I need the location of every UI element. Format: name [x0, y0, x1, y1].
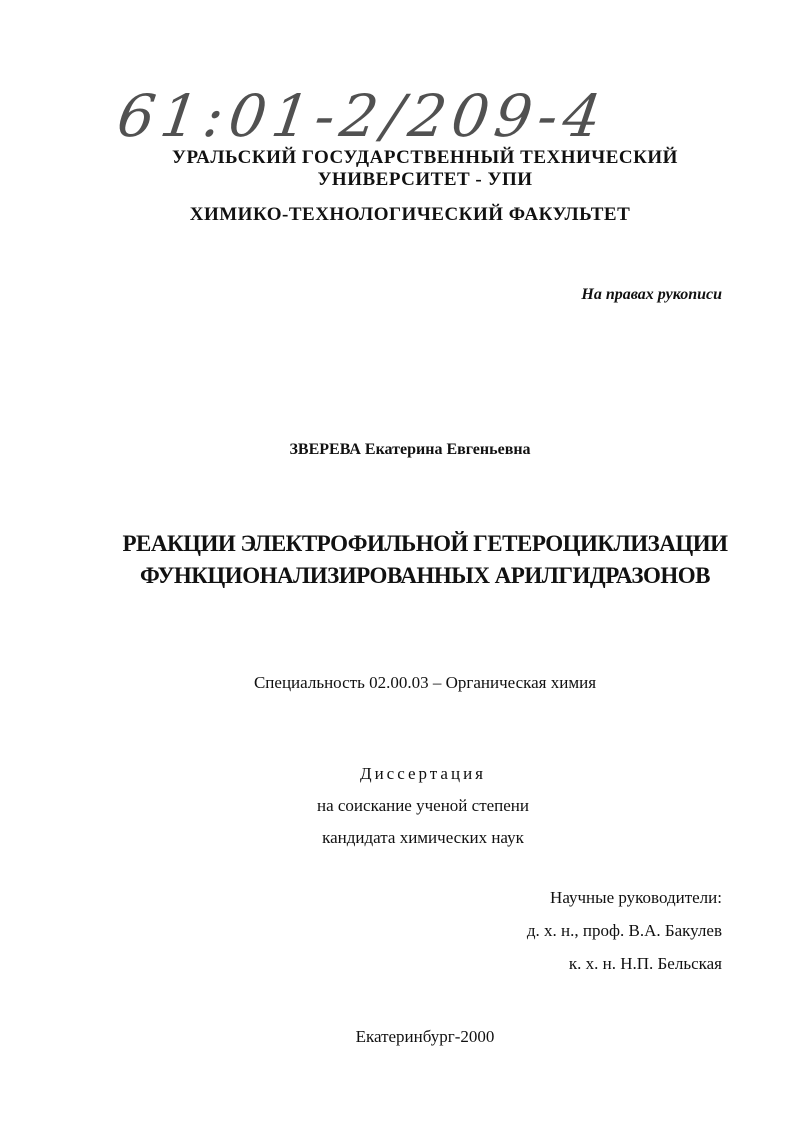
supervisors-label: Научные руководители: [550, 888, 722, 907]
handwritten-archive-code: 61:01-2/209-4 [113, 82, 612, 150]
supervisor-2: к. х. н. Н.П. Бельская [568, 954, 722, 973]
degree-line2: кандидата химических наук [322, 828, 524, 847]
thesis-title-line1: РЕАКЦИИ ЭЛЕКТРОФИЛЬНОЙ ГЕТЕРОЦИКЛИЗАЦИИ [122, 531, 728, 556]
thesis-title-line2: ФУНКЦИОНАЛИЗИРОВАННЫХ АРИЛГИДРАЗОНОВ [139, 563, 711, 588]
university-name-line1: УРАЛЬСКИЙ ГОСУДАРСТВЕННЫЙ ТЕХНИЧЕСКИЙ [172, 147, 678, 168]
specialty: Специальность 02.00.03 – Органическая химия [253, 673, 597, 692]
author-name: ЗВЕРЕВА Екатерина Евгеньевна [289, 441, 531, 458]
rights-note: На правах рукописи [581, 286, 722, 303]
university-name-line2: УНИВЕРСИТЕТ - УПИ [317, 169, 533, 190]
supervisor-1: д. х. н., проф. В.А. Бакулев [526, 921, 722, 940]
dissertation-heading: Диссертация [359, 764, 486, 783]
faculty-name: ХИМИКО-ТЕХНОЛОГИЧЕСКИЙ ФАКУЛЬТЕТ [189, 204, 631, 225]
degree-line1: на соискание ученой степени [316, 796, 530, 815]
city-year: Екатеринбург-2000 [355, 1027, 495, 1046]
